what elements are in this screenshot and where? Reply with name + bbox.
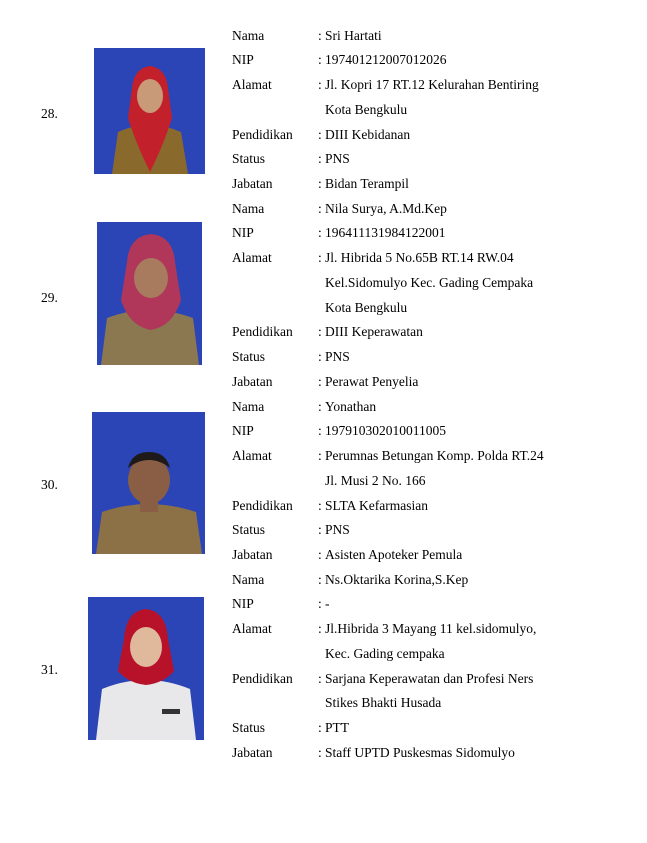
- field-separator: :: [318, 498, 322, 513]
- field-label: Status: [232, 151, 266, 166]
- field-label: Pendidikan: [232, 498, 293, 513]
- field-value: Bidan Terampil: [325, 176, 409, 191]
- field-value: Jl.Hibrida 3 Mayang 11 kel.sidomulyo,: [325, 621, 537, 636]
- staff-photo: [88, 597, 204, 740]
- field-continuation: Jl. Musi 2 No. 166: [325, 473, 426, 488]
- field-separator: :: [318, 374, 322, 389]
- field-label: Pendidikan: [232, 671, 293, 686]
- field-continuation: Kota Bengkulu: [325, 102, 408, 117]
- field-value: PNS: [325, 151, 350, 166]
- staff-photo: [97, 222, 202, 365]
- field-separator: :: [318, 52, 322, 67]
- field-value: PTT: [325, 720, 350, 735]
- field-label: NIP: [232, 423, 254, 438]
- field-label: Jabatan: [232, 547, 273, 562]
- portrait-image: [97, 222, 202, 365]
- field-label: Nama: [232, 201, 265, 216]
- field-value: Asisten Apoteker Pemula: [325, 547, 463, 562]
- entry-number: 30.: [41, 477, 58, 492]
- portrait-image: [92, 412, 205, 554]
- field-value: PNS: [325, 522, 350, 537]
- field-separator: :: [318, 127, 322, 142]
- field-separator: :: [318, 547, 322, 562]
- field-value: Sarjana Keperawatan dan Profesi Ners: [325, 671, 534, 686]
- field-value: SLTA Kefarmasian: [325, 498, 429, 513]
- field-label: Pendidikan: [232, 324, 293, 339]
- field-value: Ns.Oktarika Korina,S.Kep: [325, 572, 469, 587]
- field-label: Pendidikan: [232, 127, 293, 142]
- field-value: Perumnas Betungan Komp. Polda RT.24: [325, 448, 544, 463]
- field-separator: :: [318, 77, 322, 92]
- field-label: Jabatan: [232, 374, 273, 389]
- field-separator: :: [318, 572, 322, 587]
- field-label: Status: [232, 720, 266, 735]
- field-separator: :: [318, 176, 322, 191]
- field-label: Nama: [232, 28, 265, 43]
- field-continuation: Kota Bengkulu: [325, 300, 408, 315]
- field-value: Nila Surya, A.Md.Kep: [325, 201, 447, 216]
- field-separator: :: [318, 250, 322, 265]
- field-value: Yonathan: [325, 399, 377, 414]
- field-continuation: Kec. Gading cempaka: [325, 646, 445, 661]
- field-separator: :: [318, 225, 322, 240]
- field-value: DIII Keperawatan: [325, 324, 423, 339]
- field-value: 197401212007012026: [325, 52, 447, 67]
- field-value: -: [325, 596, 330, 611]
- field-continuation: Stikes Bhakti Husada: [325, 695, 442, 710]
- field-separator: :: [318, 448, 322, 463]
- field-separator: :: [318, 399, 322, 414]
- field-separator: :: [318, 522, 322, 537]
- portrait-image: [94, 48, 205, 174]
- field-separator: :: [318, 349, 322, 364]
- field-value: 197910302010011005: [325, 423, 446, 438]
- field-separator: :: [318, 671, 322, 686]
- field-separator: :: [318, 745, 322, 760]
- field-label: Nama: [232, 572, 265, 587]
- staff-photo: [92, 412, 205, 554]
- field-value: PNS: [325, 349, 350, 364]
- field-separator: :: [318, 28, 322, 43]
- field-label: NIP: [232, 52, 254, 67]
- field-value: Staff UPTD Puskesmas Sidomulyo: [325, 745, 515, 760]
- field-continuation: Kel.Sidomulyo Kec. Gading Cempaka: [325, 275, 534, 290]
- staff-photo: [94, 48, 205, 174]
- field-label: Jabatan: [232, 176, 273, 191]
- entry-number: 29.: [41, 290, 58, 305]
- field-separator: :: [318, 596, 322, 611]
- field-label: NIP: [232, 225, 254, 240]
- field-value: DIII Kebidanan: [325, 127, 411, 142]
- field-separator: :: [318, 423, 322, 438]
- field-value: Jl. Kopri 17 RT.12 Kelurahan Bentiring: [325, 77, 539, 92]
- field-label: Nama: [232, 399, 265, 414]
- field-separator: :: [318, 621, 322, 636]
- field-label: Status: [232, 522, 266, 537]
- entry-number: 28.: [41, 106, 58, 121]
- field-separator: :: [318, 151, 322, 166]
- field-label: Alamat: [232, 77, 272, 92]
- field-label: NIP: [232, 596, 254, 611]
- field-label: Status: [232, 349, 266, 364]
- field-value: Sri Hartati: [325, 28, 382, 43]
- field-label: Alamat: [232, 448, 272, 463]
- field-label: Alamat: [232, 250, 272, 265]
- field-separator: :: [318, 201, 322, 216]
- field-label: Jabatan: [232, 745, 273, 760]
- field-value: 196411131984122001: [325, 225, 446, 240]
- portrait-image: [88, 597, 204, 740]
- field-value: Perawat Penyelia: [325, 374, 419, 389]
- field-separator: :: [318, 324, 322, 339]
- field-value: Jl. Hibrida 5 No.65B RT.14 RW.04: [325, 250, 514, 265]
- field-label: Alamat: [232, 621, 272, 636]
- entry-number: 31.: [41, 662, 58, 677]
- field-separator: :: [318, 720, 322, 735]
